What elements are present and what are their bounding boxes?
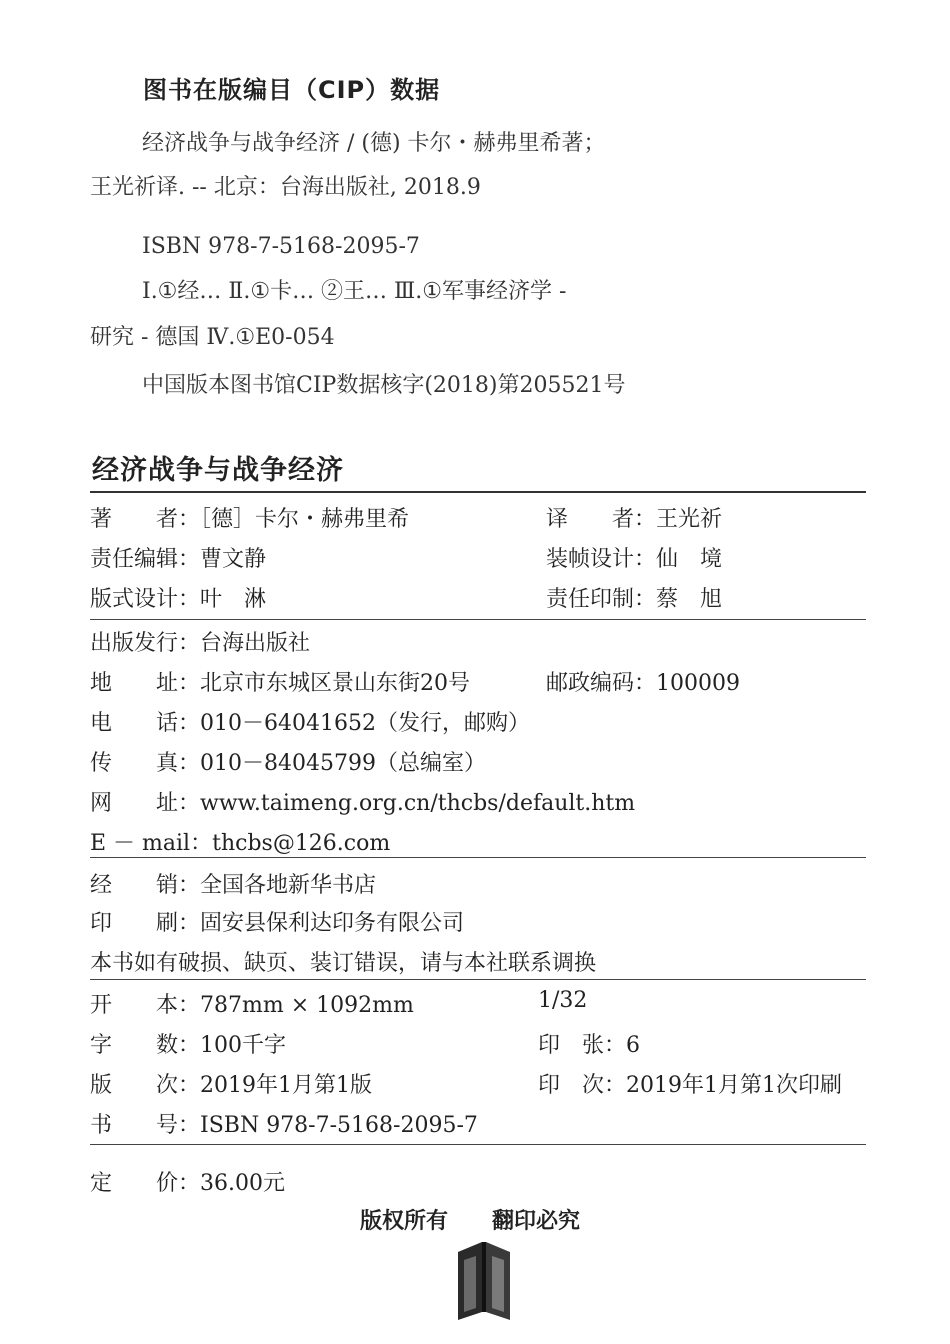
address-row bbox=[90, 666, 470, 697]
email-row bbox=[90, 826, 390, 857]
fax-label: 传 真： bbox=[90, 751, 201, 776]
isbn-value: ISBN 978-7-5168-2095-7 bbox=[200, 1113, 478, 1138]
impression-row bbox=[538, 1068, 842, 1099]
print-manager-value: 蔡 旭 bbox=[656, 587, 723, 612]
rule-specs bbox=[90, 1144, 866, 1145]
edition-label: 版 次： bbox=[90, 1073, 201, 1098]
dealer-row bbox=[90, 868, 376, 899]
word-count-value: 100千字 bbox=[200, 1033, 287, 1058]
address-label: 地 址： bbox=[90, 671, 201, 696]
email-link[interactable]: thcbs@126.com bbox=[212, 831, 391, 856]
publisher-value: 台海出版社 bbox=[200, 631, 311, 656]
format-value: 787mm × 1092mm bbox=[200, 993, 414, 1018]
copyright-notice: 版权所有 翻印必究 bbox=[360, 1209, 581, 1234]
layout-row bbox=[90, 582, 266, 613]
cip-line-classification: Ⅰ.①经… Ⅱ.①卡… ②王… Ⅲ.①军事经济学 - bbox=[142, 279, 567, 304]
editor-label: 责任编辑： bbox=[90, 547, 201, 572]
fax-row bbox=[90, 746, 486, 777]
website-label: 网 址： bbox=[90, 791, 201, 816]
cip-line-title: 经济战争与战争经济 / (德) 卡尔・赫弗里希著； bbox=[142, 131, 606, 156]
translator-row bbox=[546, 502, 722, 533]
dealer-value: 全国各地新华书店 bbox=[200, 873, 377, 898]
author-label: 著 者： bbox=[90, 507, 201, 532]
edition-value: 2019年1月第1版 bbox=[200, 1073, 372, 1098]
phone-value: 010－64041652（发行，邮购） bbox=[200, 711, 530, 736]
print-manager-label: 责任印制： bbox=[546, 587, 657, 612]
dealer-label: 经 销： bbox=[90, 873, 201, 898]
publisher-row bbox=[90, 626, 310, 657]
binding-value: 仙 境 bbox=[656, 547, 723, 572]
cip-line-record: 中国版本图书馆CIP数据核字(2018)第205521号 bbox=[142, 373, 626, 398]
binding-label: 装帧设计： bbox=[546, 547, 657, 572]
isbn-row bbox=[90, 1108, 478, 1139]
rule-top bbox=[90, 491, 866, 493]
replacement-notice: 本书如有破损、缺页、装订错误，请与本社联系调换 bbox=[90, 951, 597, 976]
sheets-value: 6 bbox=[626, 1033, 641, 1058]
binding-row bbox=[546, 542, 722, 573]
cip-line-classification-cont: 研究 - 德国 Ⅳ.①E0-054 bbox=[90, 325, 335, 350]
isbn-label: 书 号： bbox=[90, 1113, 201, 1138]
word-count-row bbox=[90, 1028, 286, 1059]
editor-value: 曹文静 bbox=[200, 547, 267, 572]
layout-value: 叶 淋 bbox=[200, 587, 267, 612]
postcode-row bbox=[546, 666, 740, 697]
cip-heading: 图书在版编目（CIP）数据 bbox=[143, 76, 441, 104]
price-label: 定 价： bbox=[90, 1171, 201, 1196]
editor-row bbox=[90, 542, 266, 573]
phone-row bbox=[90, 706, 530, 737]
format-label: 开 本： bbox=[90, 993, 201, 1018]
layout-label: 版式设计： bbox=[90, 587, 201, 612]
impression-value: 2019年1月第1次印刷 bbox=[626, 1073, 842, 1098]
sheets-row bbox=[538, 1028, 640, 1059]
word-count-label: 字 数： bbox=[90, 1033, 201, 1058]
impression-label: 印 次： bbox=[538, 1073, 627, 1098]
price-row bbox=[90, 1166, 285, 1197]
postcode-value: 100009 bbox=[656, 671, 740, 696]
website-row bbox=[90, 786, 635, 817]
format-row bbox=[90, 988, 414, 1019]
postcode-label: 邮政编码： bbox=[546, 671, 657, 696]
translator-label: 译 者： bbox=[546, 507, 657, 532]
book-title: 经济战争与战争经济 bbox=[92, 455, 344, 486]
edition-row bbox=[90, 1068, 372, 1099]
format-size: 1/32 bbox=[538, 988, 588, 1013]
rule-publisher bbox=[90, 857, 866, 858]
cip-line-publish: 王光祈译. -- 北京：台海出版社, 2018.9 bbox=[90, 175, 481, 200]
author-value: ［德］卡尔・赫弗里希 bbox=[200, 507, 410, 532]
printer-value: 固安县保利达印务有限公司 bbox=[200, 911, 465, 936]
printer-label: 印 刷： bbox=[90, 911, 201, 936]
fax-value: 010－84045799（总编室） bbox=[200, 751, 486, 776]
print-manager-row bbox=[546, 582, 722, 613]
rule-distribution bbox=[90, 979, 866, 980]
cip-line-isbn: ISBN 978-7-5168-2095-7 bbox=[142, 234, 420, 259]
email-label: E － mail： bbox=[90, 831, 213, 856]
translator-value: 王光祈 bbox=[656, 507, 723, 532]
publisher-label: 出版发行： bbox=[90, 631, 201, 656]
printer-row bbox=[90, 906, 464, 937]
phone-label: 电 话： bbox=[90, 711, 201, 736]
address-value: 北京市东城区景山东街20号 bbox=[200, 671, 471, 696]
publisher-logo-icon bbox=[452, 1238, 516, 1324]
sheets-label: 印 张： bbox=[538, 1033, 627, 1058]
author-row bbox=[90, 502, 409, 533]
website-link[interactable]: www.taimeng.org.cn/thcbs/default.htm bbox=[200, 791, 636, 816]
price-value: 36.00元 bbox=[200, 1171, 285, 1196]
rule-credits bbox=[90, 619, 866, 620]
